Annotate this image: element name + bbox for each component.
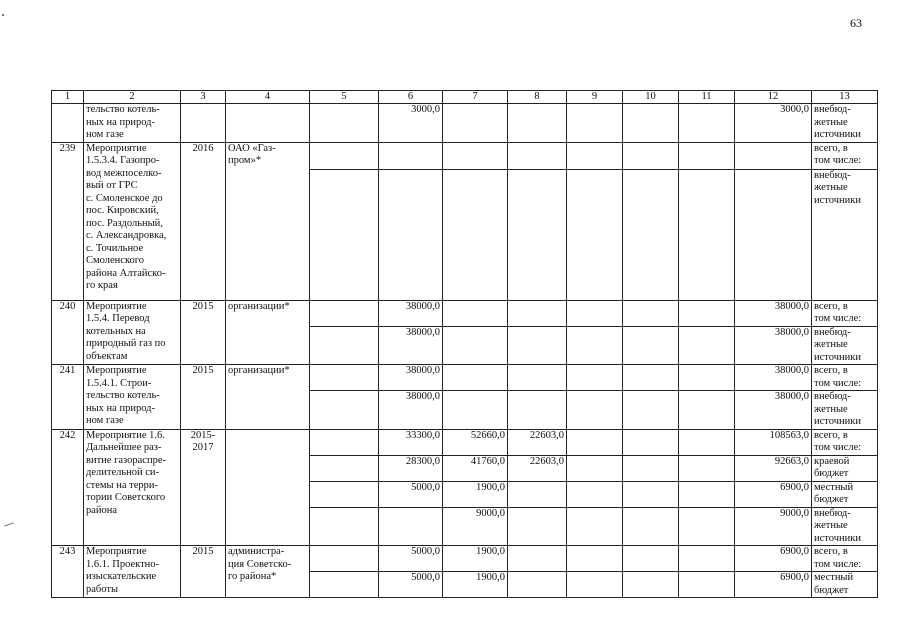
- col-header: 8: [508, 91, 567, 104]
- column-number-row: [52, 91, 878, 104]
- page-number: 63: [850, 16, 862, 30]
- funding-source: краевой бюджет: [812, 455, 878, 481]
- table-row: [52, 365, 878, 391]
- measure-name: Мероприятие 1.5.4.1. Строи- тельство котель- ных на природ- ном газе: [84, 365, 181, 430]
- executor-cell: [226, 429, 310, 546]
- col-header: 9: [567, 91, 623, 104]
- funding-source: всего, в том числе:: [812, 546, 878, 572]
- funding-source: внебюд- жетные источники: [812, 507, 878, 546]
- col-header: 13: [812, 91, 878, 104]
- executor-cell: ОАО «Газ- пром»*: [226, 142, 310, 300]
- amount-cell: 5000,0: [379, 481, 443, 507]
- funding-source: внебюд- жетные источники: [812, 326, 878, 365]
- total-cell: 38000,0: [735, 391, 812, 430]
- amount-cell: 38000,0: [379, 300, 443, 326]
- total-cell: 6900,0: [735, 481, 812, 507]
- amount-cell: 22603,0: [508, 429, 567, 455]
- measure-name: Мероприятие 1.6.1. Проектно- изыскательские работы: [84, 546, 181, 598]
- amount-cell: 9000,0: [443, 507, 508, 546]
- year-cell: 2015: [181, 365, 226, 430]
- col-header: 11: [679, 91, 735, 104]
- col-header: 3: [181, 91, 226, 104]
- executor-cell: администра- ция Советско- го района*: [226, 546, 310, 598]
- row-number: 240: [52, 300, 84, 365]
- amount-cell: 3000,0: [379, 104, 443, 143]
- funding-source: местный бюджет: [812, 481, 878, 507]
- total-cell: 6900,0: [735, 546, 812, 572]
- year-cell: 2015- 2017: [181, 429, 226, 546]
- amount-cell: 33300,0: [379, 429, 443, 455]
- amount-cell: 1900,0: [443, 546, 508, 572]
- scan-mark: [4, 522, 14, 526]
- row-number: 242: [52, 429, 84, 546]
- col-header: 6: [379, 91, 443, 104]
- amount-cell: 28300,0: [379, 455, 443, 481]
- year-cell: 2016: [181, 142, 226, 300]
- col-header: 4: [226, 91, 310, 104]
- funding-source: всего, в том числе:: [812, 142, 878, 169]
- amount-cell: 38000,0: [379, 326, 443, 365]
- col-header: 10: [623, 91, 679, 104]
- table-row: [52, 104, 878, 143]
- col-header: 7: [443, 91, 508, 104]
- year-cell: 2015: [181, 546, 226, 598]
- program-table: [51, 90, 878, 598]
- funding-source: всего, в том числе:: [812, 365, 878, 391]
- row-number: 239: [52, 142, 84, 300]
- total-cell: 38000,0: [735, 365, 812, 391]
- total-cell: 92663,0: [735, 455, 812, 481]
- funding-source: внебюд- жетные источники: [812, 169, 878, 300]
- total-cell: 38000,0: [735, 326, 812, 365]
- table-row: [52, 300, 878, 326]
- amount-cell: 38000,0: [379, 365, 443, 391]
- measure-name: Мероприятие 1.5.3.4. Газопро- вод межпоселко- вый от ГРС с. Смоленское до пос. Кировский, пос. Раздольный, с. Александровка, с. Точильное Смоленского района Алтайско- го края: [84, 142, 181, 300]
- funding-source: всего, в том числе:: [812, 300, 878, 326]
- amount-cell: 1900,0: [443, 572, 508, 598]
- total-cell: 6900,0: [735, 572, 812, 598]
- row-number: 243: [52, 546, 84, 598]
- year-cell: 2015: [181, 300, 226, 365]
- funding-source: местный бюджет: [812, 572, 878, 598]
- col-header: 1: [52, 91, 84, 104]
- executor-cell: организации*: [226, 365, 310, 430]
- amount-cell: 1900,0: [443, 481, 508, 507]
- funding-source: всего, в том числе:: [812, 429, 878, 455]
- measure-name: Мероприятие 1.5.4. Перевод котельных на природный газ по объектам: [84, 300, 181, 365]
- amount-cell: 41760,0: [443, 455, 508, 481]
- total-cell: 108563,0: [735, 429, 812, 455]
- amount-cell: 5000,0: [379, 546, 443, 572]
- table-row: [52, 546, 878, 572]
- amount-cell: 22603,0: [508, 455, 567, 481]
- scan-speck: [2, 14, 4, 16]
- table-row: [52, 429, 878, 455]
- funding-source: внебюд- жетные источники: [812, 104, 878, 143]
- col-header: 2: [84, 91, 181, 104]
- executor-cell: организации*: [226, 300, 310, 365]
- row-number: 241: [52, 365, 84, 430]
- measure-name: тельство котель- ных на природ- ном газе: [84, 104, 181, 143]
- col-header: 5: [310, 91, 379, 104]
- measure-name: Мероприятие 1.6. Дальнейшее раз- витие газораспре- делительной си- стемы на терри- тории Советского района: [84, 429, 181, 546]
- amount-cell: 38000,0: [379, 391, 443, 430]
- total-cell: 9000,0: [735, 507, 812, 546]
- total-cell: 3000,0: [735, 104, 812, 143]
- amount-cell: 52660,0: [443, 429, 508, 455]
- amount-cell: 5000,0: [379, 572, 443, 598]
- funding-source: внебюд- жетные источники: [812, 391, 878, 430]
- table-row: [52, 142, 878, 169]
- total-cell: 38000,0: [735, 300, 812, 326]
- col-header: 12: [735, 91, 812, 104]
